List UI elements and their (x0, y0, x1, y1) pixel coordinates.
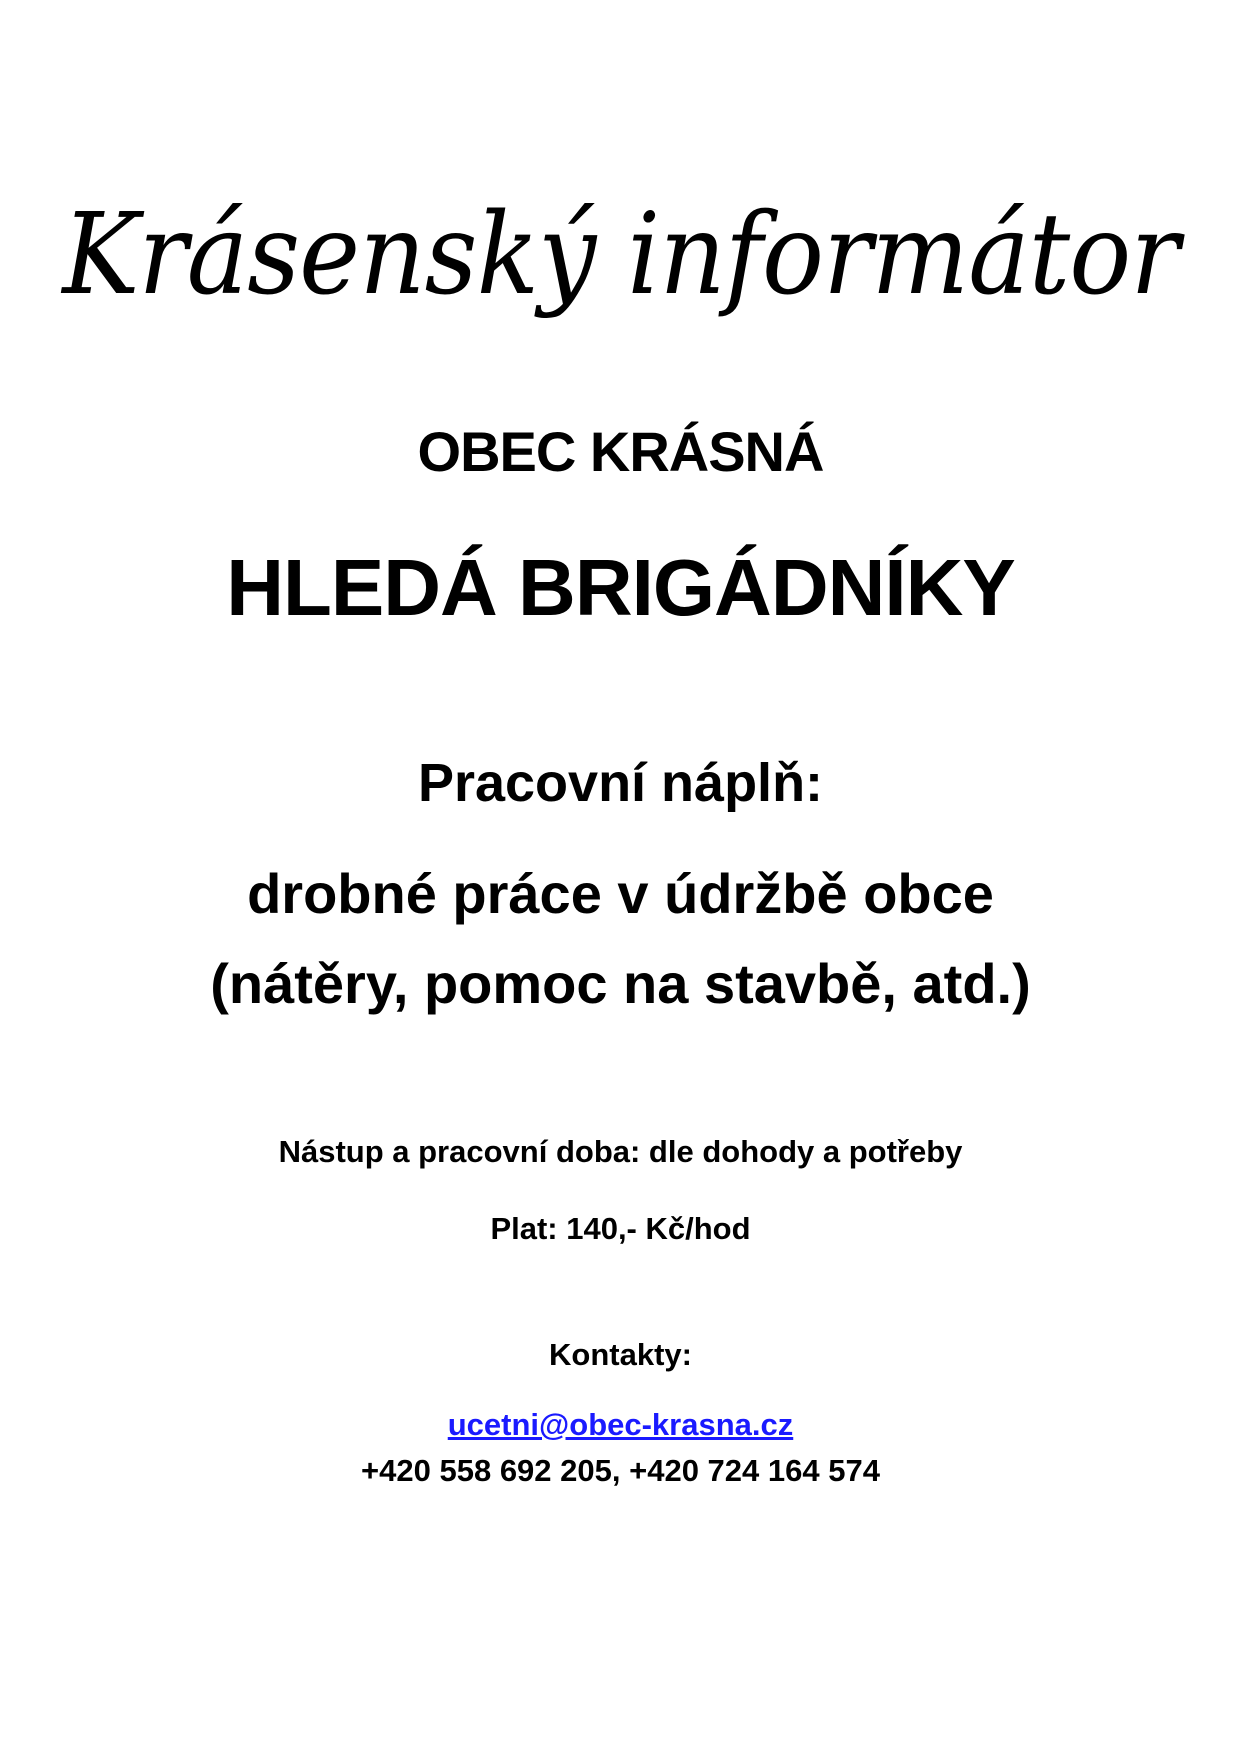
job-description-line-1: drobné práce v údržbě obce (247, 862, 994, 925)
job-description-title: Pracovní náplň: (417, 753, 824, 813)
job-description-line-2: (nátěry, pomoc na stavbě, atd.) (210, 952, 1031, 1015)
email-link[interactable]: ucetni@obec-krasna.cz (447, 1407, 794, 1442)
pay-rate: Plat: 140,- Kč/hod (490, 1211, 751, 1246)
email-row (0, 1405, 1241, 1445)
headline: HLEDÁ BRIGÁDNÍKY (226, 543, 1015, 632)
masthead-title: Krásenský informátor (62, 190, 1179, 320)
start-and-hours: Nástup a pracovní doba: dle dohody a potřeby (278, 1134, 963, 1169)
contacts-label: Kontakty: (549, 1337, 692, 1372)
phone-numbers: +420 558 692 205, +420 724 164 574 (361, 1453, 880, 1488)
municipality-heading: OBEC KRÁSNÁ (417, 420, 824, 483)
